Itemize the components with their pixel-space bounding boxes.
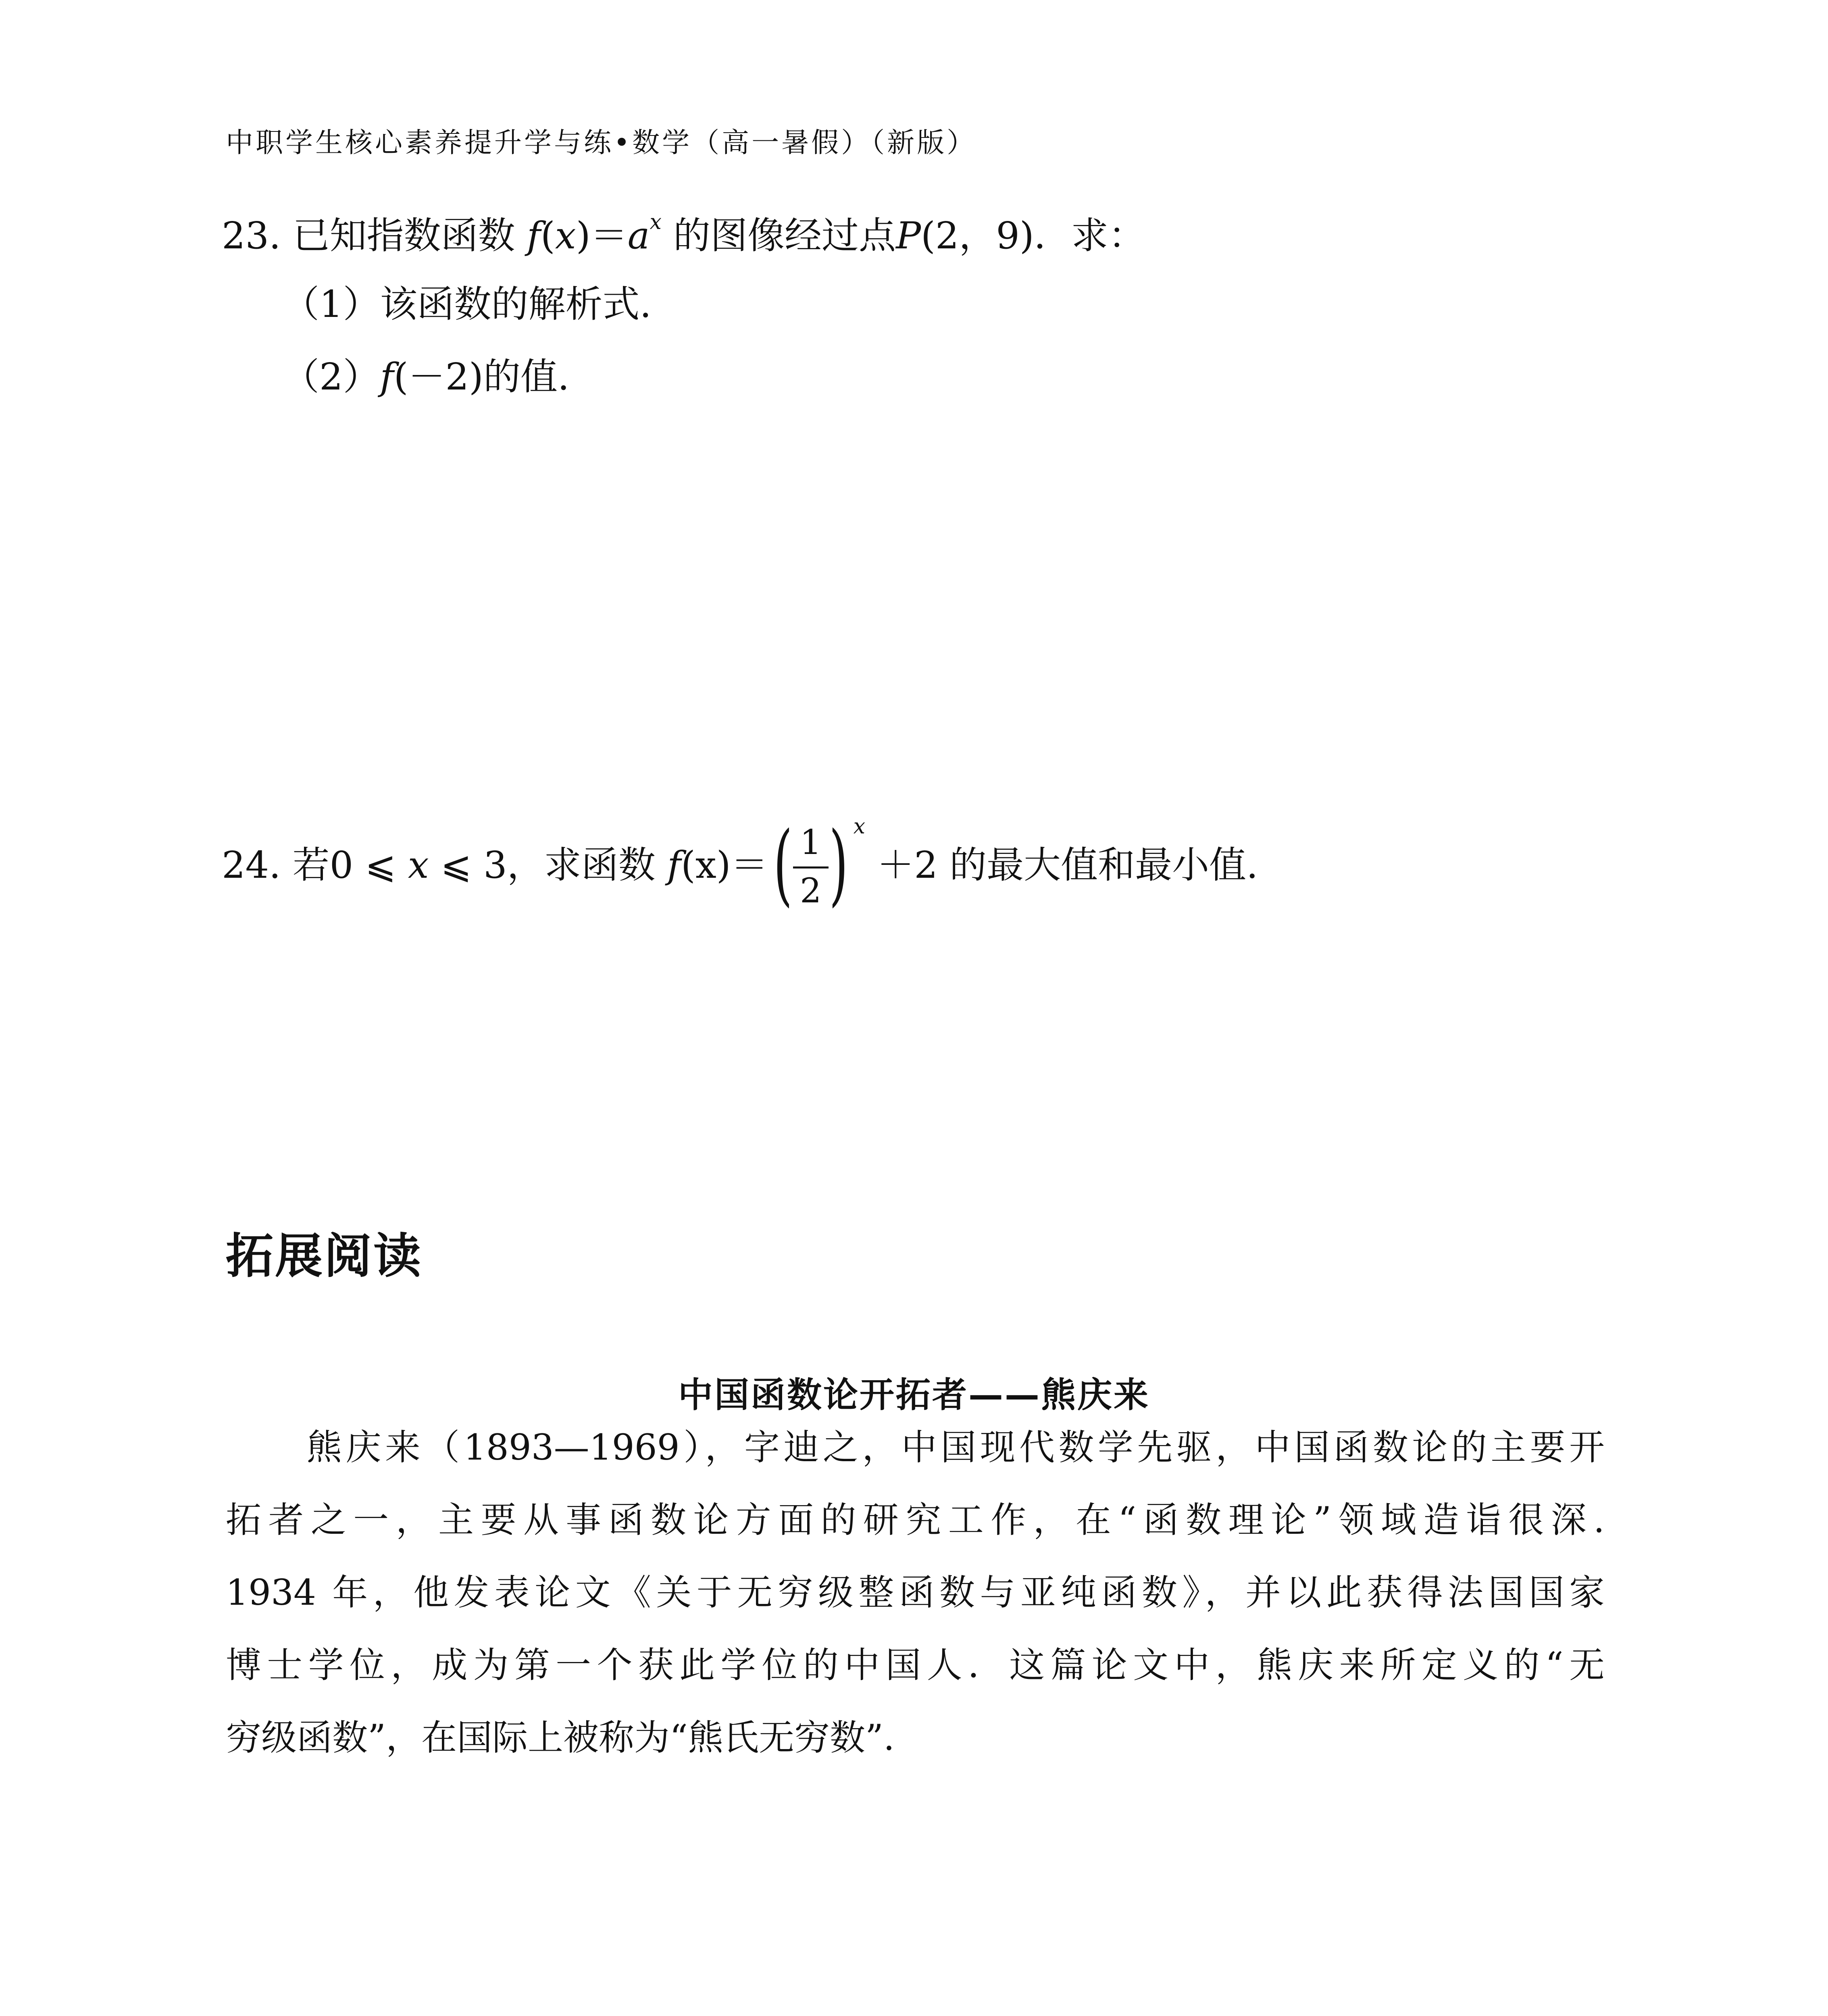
problem-23-var: x — [555, 214, 576, 257]
problem-23-func: f — [527, 214, 541, 257]
right-paren: ) — [829, 812, 848, 916]
problem-24-text-find: 求函数 — [544, 843, 656, 887]
problem-23-exponent: x — [650, 210, 662, 234]
article-line-1: 熊庆来（1893—1969），字迪之，中国现代数学先驱，中国函数论的主要开 — [306, 1427, 1605, 1468]
problem-24-number: 24. — [222, 843, 281, 887]
problem-23-paren-close: ) — [576, 214, 591, 257]
problem-23-base: a — [627, 214, 650, 257]
problem-23-paren-open: ( — [540, 214, 555, 257]
fraction-one-half — [770, 812, 851, 916]
problem-23-part-2-func: f — [380, 355, 394, 398]
left-paren: ( — [773, 812, 793, 916]
problem-23-text-after: 的图像经过点 — [673, 214, 896, 257]
article-title: 中国函数论开拓者——熊庆来 — [678, 1375, 1150, 1415]
problem-24-func: f — [667, 843, 681, 887]
problem-24-text-end: 的最大值和最小值. — [949, 843, 1258, 887]
problem-24-condition-end: ⩽ 3， — [429, 843, 544, 887]
problem-24-condition: 0 ⩽ — [329, 843, 408, 887]
fraction — [791, 820, 831, 916]
problem-23-eq: ＝ — [590, 214, 628, 257]
problem-23-statement — [222, 210, 1145, 258]
fraction-denominator: 2 — [799, 871, 822, 911]
running-header: 中职学生核心素养提升学与练•数学（高一暑假）（新版） — [226, 127, 977, 159]
problem-24-cond-var: x — [408, 843, 429, 887]
problem-24-text-if: 若 — [292, 843, 330, 887]
problem-23-point-name: P — [896, 214, 921, 257]
problem-23-part-2 — [282, 355, 569, 399]
problem-24-statement — [222, 774, 1258, 918]
fraction-numerator: 1 — [799, 823, 822, 862]
fraction-bar — [793, 866, 829, 868]
problem-23-part-2-label: （2） — [282, 355, 380, 398]
problem-24-plus-term: ＋2 — [877, 843, 938, 887]
article-line-4: 博士学位，成为第一个获此学位的中国人．这篇论文中，熊庆来所定义的“无 — [226, 1644, 1605, 1686]
problem-24-eq: ＝ — [731, 843, 768, 887]
section-title: 拓展阅读 — [226, 1228, 423, 1284]
problem-23-text-before: 已知指数函数 — [292, 214, 515, 257]
problem-23-part-2-arg: (－2) — [393, 355, 483, 398]
article-line-5: 穷级函数”，在国际上被称为“熊氏无穷数”. — [226, 1717, 895, 1758]
problem-24-func-arg: (x) — [681, 843, 731, 887]
problem-23-point-coords: (2，9)．求： — [920, 214, 1145, 257]
problem-24-exponent: x — [853, 814, 866, 839]
article-line-2: 拓者之一，主要从事函数论方面的研究工作，在“函数理论”领域造诣很深. — [226, 1499, 1605, 1541]
problem-23-part-2-text: 的值. — [483, 355, 570, 398]
problem-23-number: 23. — [222, 214, 281, 257]
article-line-3: 1934 年，他发表论文《关于无穷级整函数与亚纯函数》，并以此获得法国国家 — [226, 1572, 1605, 1613]
problem-23-part-1: （1）该函数的解析式. — [282, 283, 652, 326]
